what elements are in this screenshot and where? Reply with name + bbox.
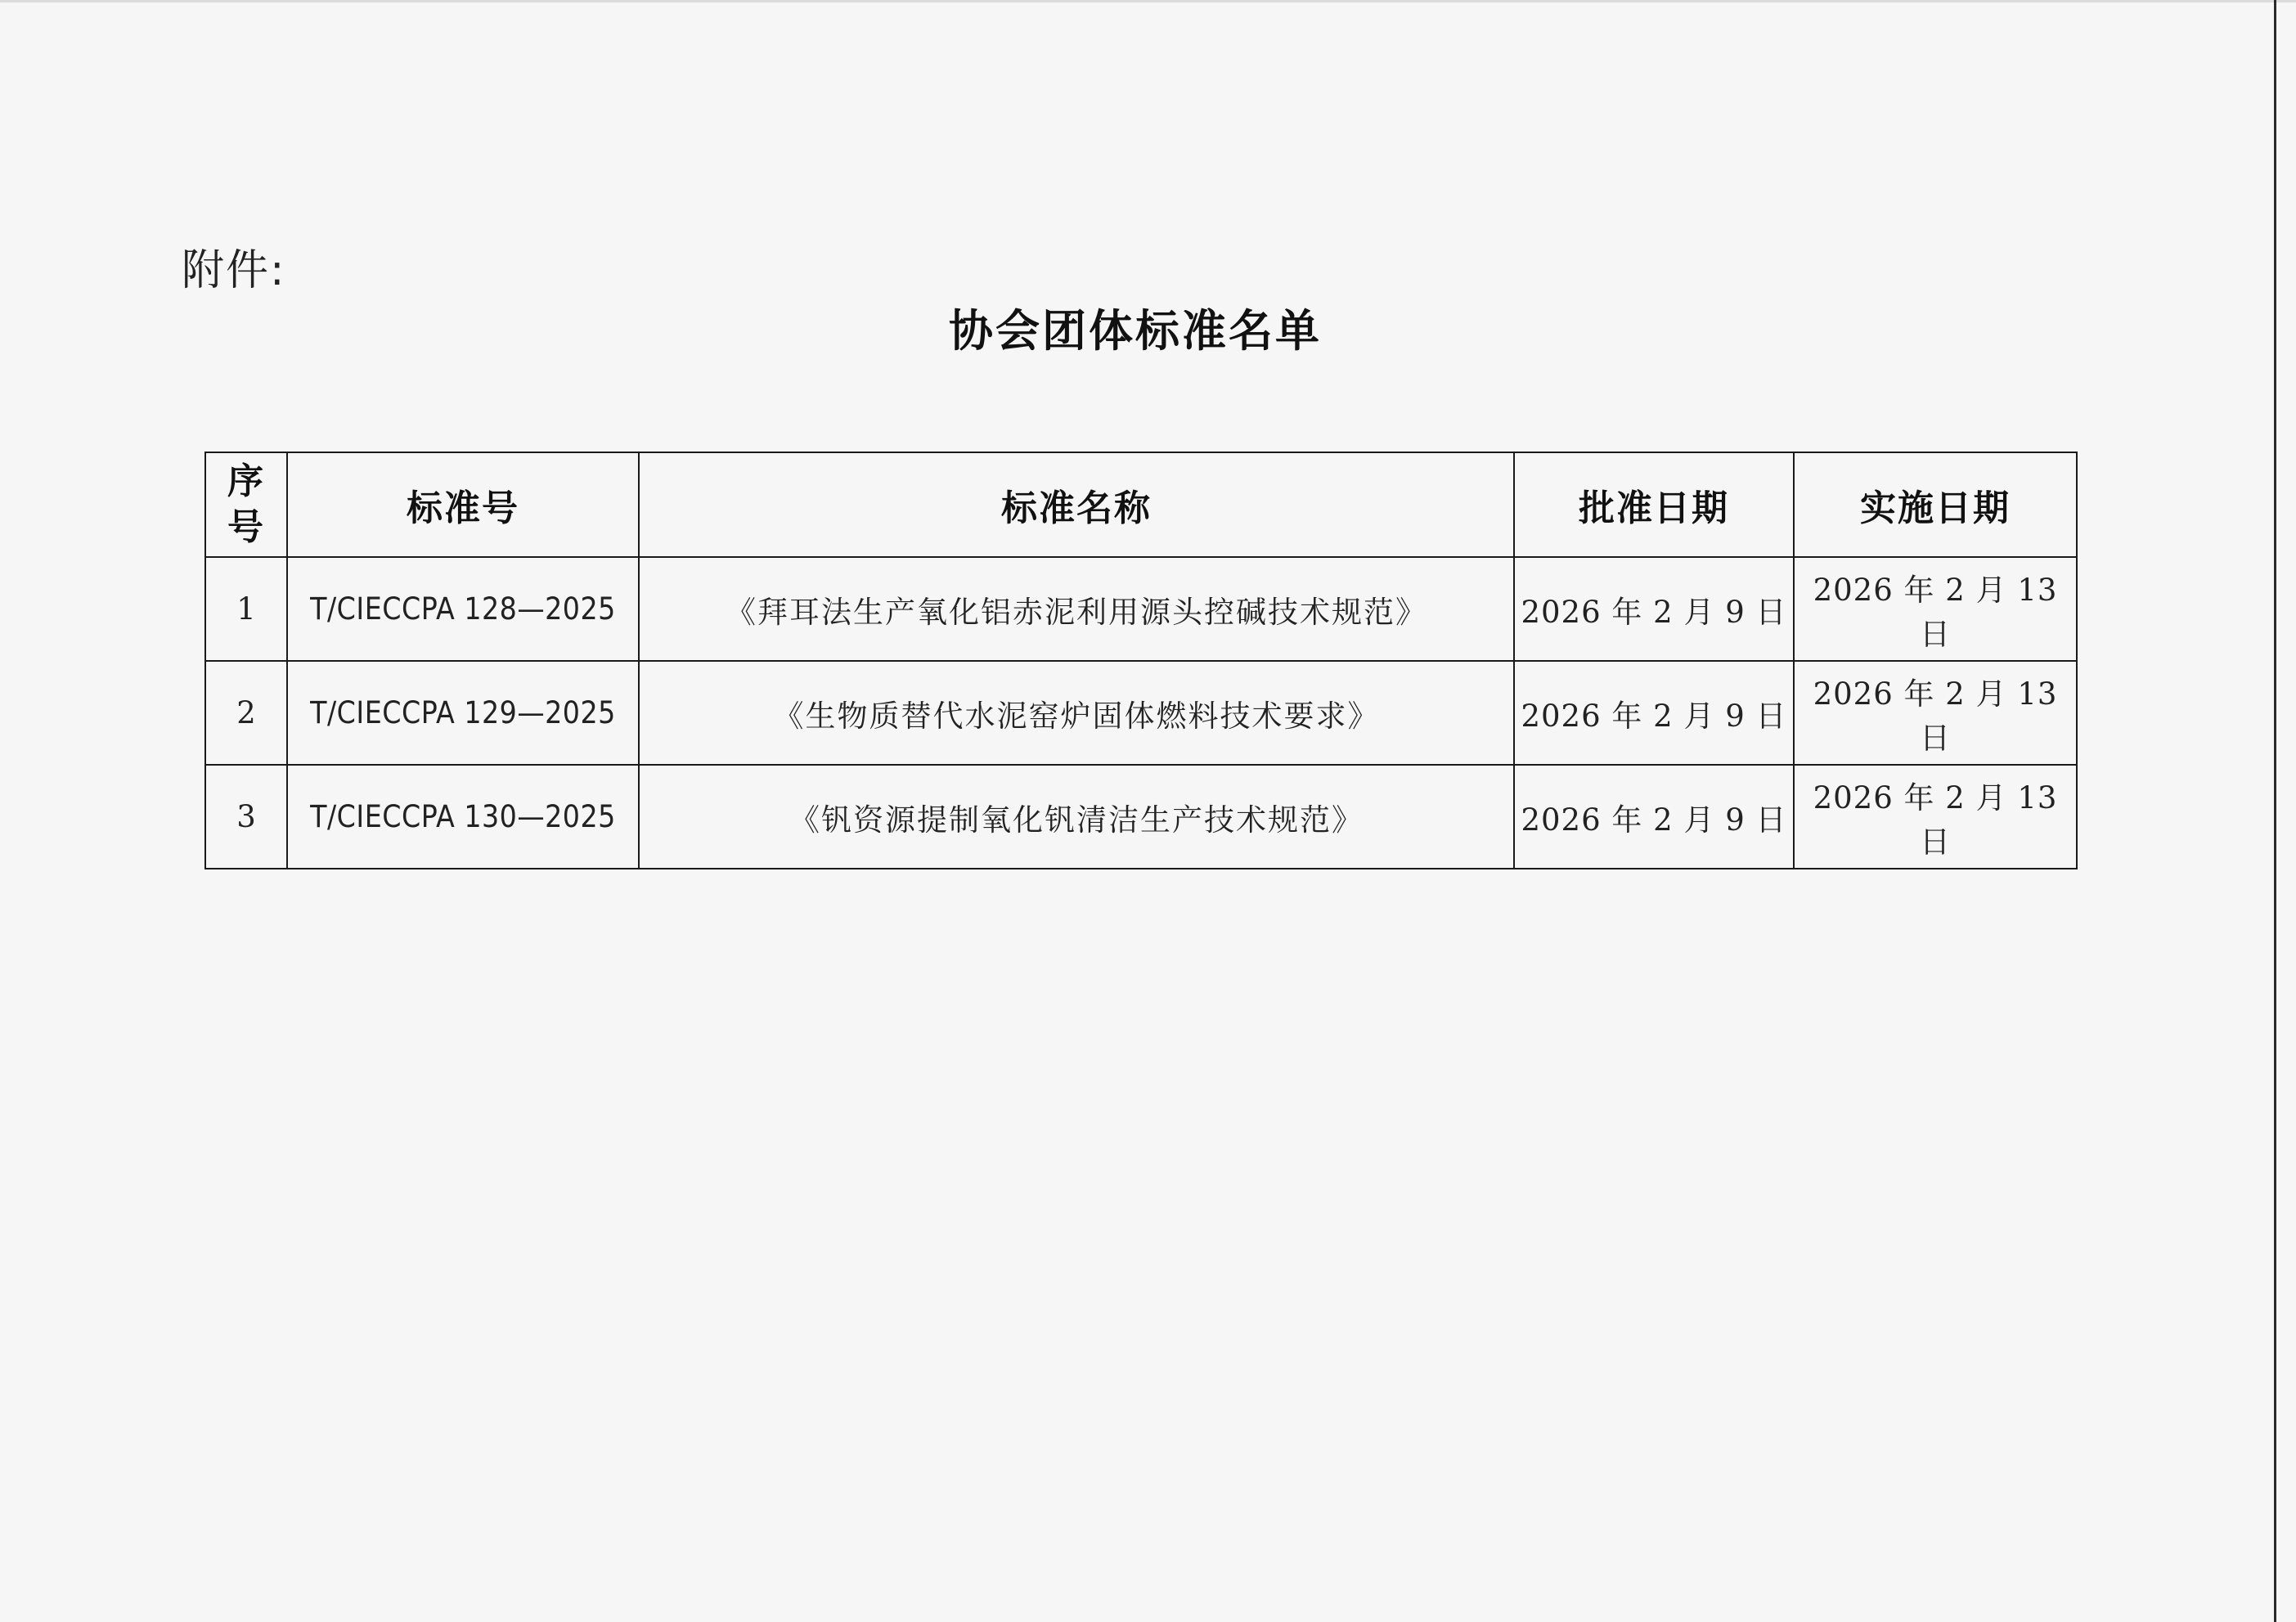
standards-table (204, 452, 2078, 869)
row-approval-date: 2026 年 2 月 9 日 (1514, 557, 1794, 661)
header-name: 标准名称 (639, 452, 1514, 557)
header-code: 标准号 (287, 452, 639, 557)
row-approval-date: 2026 年 2 月 9 日 (1514, 661, 1794, 765)
page-top-edge (0, 0, 2296, 2)
header-implementation-date: 实施日期 (1794, 452, 2077, 557)
row-standard-name: 《生物质替代水泥窑炉固体燃料技术要求》 (639, 661, 1514, 765)
row-standard-code: T/CIECCPA 128—2025 (287, 557, 639, 661)
table-header-row (205, 452, 2077, 557)
row-approval-date: 2026 年 2 月 9 日 (1514, 765, 1794, 869)
attachment-label: 附件: (182, 246, 286, 295)
row-index: 3 (205, 765, 287, 869)
row-standard-code: T/CIECCPA 129—2025 (287, 661, 639, 765)
header-index (205, 452, 287, 557)
table-row (205, 557, 2077, 661)
row-implementation-date: 2026 年 2 月 13 日 (1794, 765, 2077, 869)
table-row (205, 765, 2077, 869)
row-index: 1 (205, 557, 287, 661)
row-implementation-date: 2026 年 2 月 13 日 (1794, 557, 2077, 661)
row-implementation-date: 2026 年 2 月 13 日 (1794, 661, 2077, 765)
row-standard-name: 《钒资源提制氧化钒清洁生产技术规范》 (639, 765, 1514, 869)
document-title: 协会团体标准名单 (949, 305, 1322, 357)
row-index: 2 (205, 661, 287, 765)
header-index-line1: 序 (227, 461, 265, 502)
page-right-edge (2274, 0, 2276, 1622)
table-row (205, 661, 2077, 765)
header-index-line2: 号 (227, 506, 265, 548)
row-standard-code: T/CIECCPA 130—2025 (287, 765, 639, 869)
header-approval-date: 批准日期 (1514, 452, 1794, 557)
row-standard-name: 《拜耳法生产氧化铝赤泥利用源头控碱技术规范》 (639, 557, 1514, 661)
